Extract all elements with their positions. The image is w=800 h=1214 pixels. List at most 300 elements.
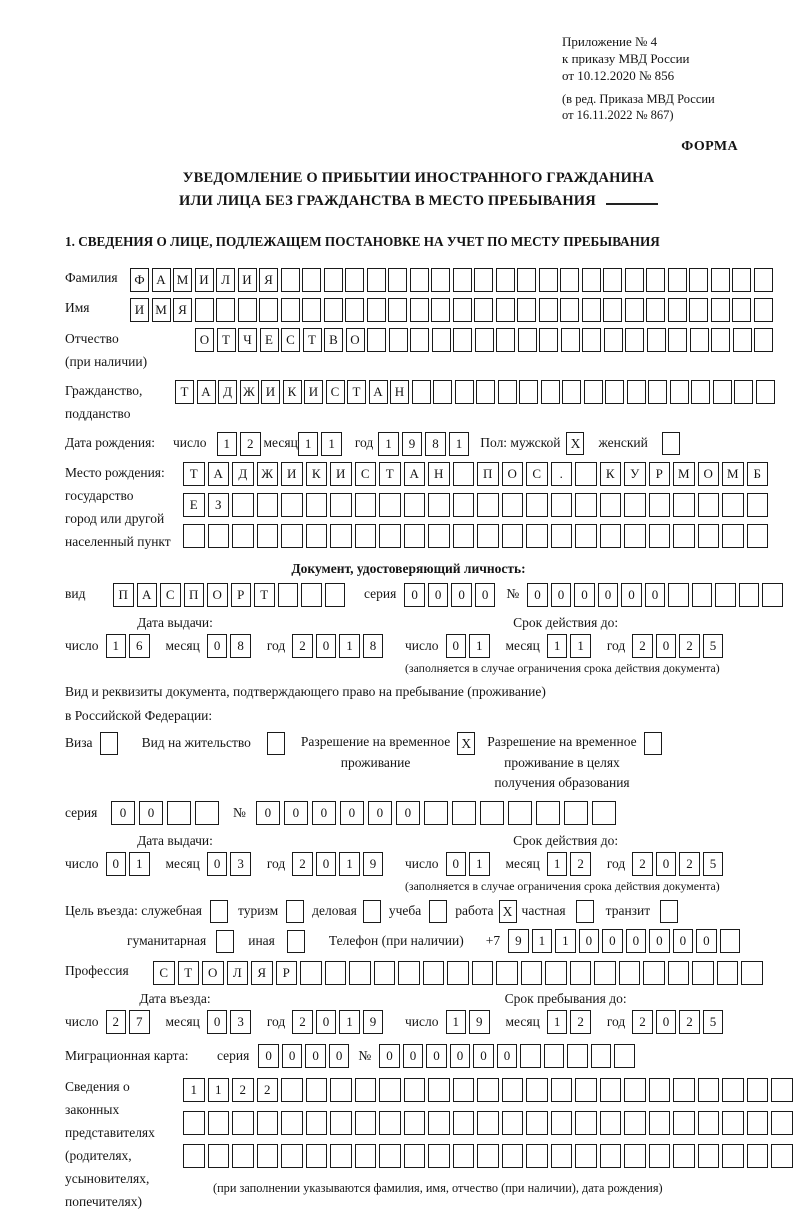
char-cell[interactable] xyxy=(496,961,518,985)
char-cell[interactable] xyxy=(739,583,760,607)
char-cell[interactable]: К xyxy=(600,462,622,486)
char-cell[interactable]: 0 xyxy=(329,1044,350,1068)
char-cell[interactable]: Л xyxy=(216,268,235,292)
char-cell[interactable] xyxy=(428,1111,450,1135)
char-cell[interactable] xyxy=(526,1111,548,1135)
char-cell[interactable] xyxy=(648,380,667,404)
char-cell[interactable] xyxy=(698,1144,720,1168)
female-checkbox[interactable] xyxy=(662,432,680,455)
char-cell[interactable] xyxy=(432,328,451,352)
char-cell[interactable] xyxy=(539,298,558,322)
char-cell[interactable]: 1 xyxy=(339,852,360,876)
char-cell[interactable] xyxy=(575,524,597,548)
char-cell[interactable] xyxy=(355,1111,377,1135)
char-cell[interactable] xyxy=(754,298,773,322)
char-cell[interactable] xyxy=(281,1078,303,1102)
char-cell[interactable] xyxy=(551,1078,573,1102)
char-cell[interactable]: 1 xyxy=(547,1010,568,1034)
char-cell[interactable]: 0 xyxy=(579,929,600,953)
char-cell[interactable]: И xyxy=(330,462,352,486)
purpose-official-checkbox[interactable] xyxy=(210,900,228,923)
purpose-other-checkbox[interactable] xyxy=(287,930,305,953)
char-cell[interactable]: 1 xyxy=(469,852,490,876)
char-cell[interactable] xyxy=(747,1111,769,1135)
char-cell[interactable] xyxy=(475,328,494,352)
char-cell[interactable]: 1 xyxy=(570,634,591,658)
char-cell[interactable]: 1 xyxy=(469,634,490,658)
char-cell[interactable]: 0 xyxy=(396,801,420,825)
char-cell[interactable] xyxy=(673,1144,695,1168)
char-cell[interactable] xyxy=(404,1111,426,1135)
char-cell[interactable] xyxy=(324,298,343,322)
char-cell[interactable]: 0 xyxy=(305,1044,326,1068)
char-cell[interactable] xyxy=(480,801,504,825)
char-cell[interactable]: 0 xyxy=(621,583,642,607)
char-cell[interactable] xyxy=(208,524,230,548)
char-cell[interactable] xyxy=(306,493,328,517)
char-cell[interactable]: 0 xyxy=(316,634,337,658)
char-cell[interactable] xyxy=(208,1144,230,1168)
char-cell[interactable] xyxy=(281,524,303,548)
char-cell[interactable] xyxy=(367,298,386,322)
char-cell[interactable] xyxy=(722,1144,744,1168)
char-cell[interactable] xyxy=(404,1078,426,1102)
char-cell[interactable]: Р xyxy=(649,462,671,486)
char-cell[interactable] xyxy=(412,380,431,404)
char-cell[interactable]: Р xyxy=(231,583,252,607)
char-cell[interactable]: 3 xyxy=(230,852,251,876)
char-cell[interactable] xyxy=(575,1144,597,1168)
char-cell[interactable]: Ф xyxy=(130,268,149,292)
char-cell[interactable] xyxy=(614,1044,635,1068)
char-cell[interactable] xyxy=(257,493,279,517)
temp-residence-checkbox[interactable]: X xyxy=(457,732,475,755)
char-cell[interactable] xyxy=(713,380,732,404)
char-cell[interactable] xyxy=(698,1078,720,1102)
char-cell[interactable] xyxy=(771,1144,793,1168)
char-cell[interactable] xyxy=(722,1111,744,1135)
char-cell[interactable]: Т xyxy=(303,328,322,352)
char-cell[interactable] xyxy=(551,493,573,517)
char-cell[interactable] xyxy=(325,961,347,985)
char-cell[interactable] xyxy=(281,493,303,517)
char-cell[interactable] xyxy=(711,328,730,352)
char-cell[interactable] xyxy=(673,524,695,548)
char-cell[interactable] xyxy=(698,1111,720,1135)
char-cell[interactable] xyxy=(518,328,537,352)
char-cell[interactable] xyxy=(747,493,769,517)
char-cell[interactable]: 9 xyxy=(363,1010,384,1034)
char-cell[interactable]: 0 xyxy=(426,1044,447,1068)
char-cell[interactable] xyxy=(520,1044,541,1068)
char-cell[interactable]: 0 xyxy=(696,929,717,953)
char-cell[interactable]: 0 xyxy=(446,634,467,658)
char-cell[interactable]: 0 xyxy=(497,1044,518,1068)
char-cell[interactable] xyxy=(257,1111,279,1135)
char-cell[interactable] xyxy=(673,493,695,517)
char-cell[interactable] xyxy=(379,1111,401,1135)
char-cell[interactable] xyxy=(691,380,710,404)
char-cell[interactable]: У xyxy=(624,462,646,486)
char-cell[interactable]: 0 xyxy=(446,852,467,876)
char-cell[interactable]: . xyxy=(551,462,573,486)
purpose-humanitarian-checkbox[interactable] xyxy=(216,930,234,953)
char-cell[interactable]: 0 xyxy=(450,1044,471,1068)
char-cell[interactable]: 9 xyxy=(508,929,529,953)
char-cell[interactable] xyxy=(232,524,254,548)
char-cell[interactable]: 2 xyxy=(570,852,591,876)
char-cell[interactable]: 2 xyxy=(632,852,653,876)
char-cell[interactable] xyxy=(673,1078,695,1102)
char-cell[interactable]: 0 xyxy=(258,1044,279,1068)
char-cell[interactable] xyxy=(517,268,536,292)
char-cell[interactable]: 0 xyxy=(284,801,308,825)
char-cell[interactable] xyxy=(502,524,524,548)
char-cell[interactable] xyxy=(502,1111,524,1135)
char-cell[interactable] xyxy=(521,961,543,985)
char-cell[interactable] xyxy=(643,961,665,985)
char-cell[interactable] xyxy=(330,1111,352,1135)
char-cell[interactable]: 7 xyxy=(129,1010,150,1034)
char-cell[interactable]: 1 xyxy=(106,634,127,658)
char-cell[interactable] xyxy=(453,298,472,322)
char-cell[interactable]: П xyxy=(113,583,134,607)
char-cell[interactable] xyxy=(428,524,450,548)
char-cell[interactable]: 1 xyxy=(378,432,399,456)
char-cell[interactable] xyxy=(428,1078,450,1102)
char-cell[interactable]: 1 xyxy=(339,634,360,658)
char-cell[interactable]: 3 xyxy=(230,1010,251,1034)
char-cell[interactable] xyxy=(715,583,736,607)
char-cell[interactable] xyxy=(646,298,665,322)
char-cell[interactable]: 0 xyxy=(527,583,548,607)
char-cell[interactable] xyxy=(771,1078,793,1102)
char-cell[interactable] xyxy=(238,298,257,322)
char-cell[interactable] xyxy=(603,268,622,292)
char-cell[interactable] xyxy=(428,1144,450,1168)
char-cell[interactable]: 0 xyxy=(111,801,135,825)
char-cell[interactable] xyxy=(698,524,720,548)
char-cell[interactable] xyxy=(477,493,499,517)
char-cell[interactable]: 1 xyxy=(449,432,470,456)
temp-residence-edu-checkbox[interactable] xyxy=(644,732,662,755)
char-cell[interactable] xyxy=(379,493,401,517)
char-cell[interactable] xyxy=(330,1144,352,1168)
char-cell[interactable] xyxy=(692,583,713,607)
char-cell[interactable] xyxy=(526,1144,548,1168)
char-cell[interactable] xyxy=(330,493,352,517)
char-cell[interactable]: С xyxy=(355,462,377,486)
char-cell[interactable] xyxy=(600,524,622,548)
char-cell[interactable]: 2 xyxy=(292,852,313,876)
char-cell[interactable]: 0 xyxy=(551,583,572,607)
char-cell[interactable]: 1 xyxy=(129,852,150,876)
char-cell[interactable]: 0 xyxy=(312,801,336,825)
char-cell[interactable]: А xyxy=(137,583,158,607)
char-cell[interactable] xyxy=(410,328,429,352)
char-cell[interactable] xyxy=(649,1144,671,1168)
char-cell[interactable] xyxy=(379,1078,401,1102)
char-cell[interactable]: 1 xyxy=(321,432,342,456)
char-cell[interactable] xyxy=(183,1111,205,1135)
char-cell[interactable] xyxy=(582,328,601,352)
char-cell[interactable] xyxy=(455,380,474,404)
char-cell[interactable]: 1 xyxy=(532,929,553,953)
char-cell[interactable]: 0 xyxy=(649,929,670,953)
char-cell[interactable] xyxy=(689,298,708,322)
char-cell[interactable] xyxy=(754,268,773,292)
char-cell[interactable] xyxy=(647,328,666,352)
char-cell[interactable] xyxy=(195,801,219,825)
char-cell[interactable] xyxy=(388,268,407,292)
char-cell[interactable]: 0 xyxy=(656,852,677,876)
char-cell[interactable] xyxy=(668,328,687,352)
char-cell[interactable]: 1 xyxy=(208,1078,230,1102)
char-cell[interactable] xyxy=(367,268,386,292)
char-cell[interactable] xyxy=(183,524,205,548)
purpose-private-checkbox[interactable] xyxy=(576,900,594,923)
char-cell[interactable] xyxy=(544,1044,565,1068)
char-cell[interactable]: Т xyxy=(379,462,401,486)
char-cell[interactable] xyxy=(649,524,671,548)
char-cell[interactable] xyxy=(720,929,741,953)
char-cell[interactable]: 0 xyxy=(451,583,472,607)
char-cell[interactable] xyxy=(355,493,377,517)
char-cell[interactable]: Л xyxy=(227,961,249,985)
char-cell[interactable]: Т xyxy=(254,583,275,607)
char-cell[interactable] xyxy=(564,801,588,825)
char-cell[interactable] xyxy=(498,380,517,404)
char-cell[interactable]: 1 xyxy=(555,929,576,953)
char-cell[interactable]: К xyxy=(283,380,302,404)
char-cell[interactable] xyxy=(624,1078,646,1102)
char-cell[interactable] xyxy=(379,1144,401,1168)
char-cell[interactable]: 0 xyxy=(207,634,228,658)
char-cell[interactable]: 9 xyxy=(363,852,384,876)
char-cell[interactable]: И xyxy=(304,380,323,404)
char-cell[interactable] xyxy=(519,380,538,404)
char-cell[interactable] xyxy=(424,801,448,825)
char-cell[interactable] xyxy=(747,1144,769,1168)
char-cell[interactable] xyxy=(551,524,573,548)
char-cell[interactable] xyxy=(232,1111,254,1135)
char-cell[interactable] xyxy=(476,380,495,404)
char-cell[interactable]: Ж xyxy=(257,462,279,486)
char-cell[interactable]: 0 xyxy=(403,1044,424,1068)
char-cell[interactable] xyxy=(624,493,646,517)
char-cell[interactable] xyxy=(302,298,321,322)
char-cell[interactable]: С xyxy=(326,380,345,404)
char-cell[interactable]: 5 xyxy=(703,852,724,876)
char-cell[interactable]: Н xyxy=(390,380,409,404)
char-cell[interactable] xyxy=(330,524,352,548)
char-cell[interactable]: Е xyxy=(260,328,279,352)
char-cell[interactable]: 2 xyxy=(679,1010,700,1034)
char-cell[interactable] xyxy=(526,493,548,517)
char-cell[interactable]: Я xyxy=(251,961,273,985)
char-cell[interactable] xyxy=(762,583,783,607)
char-cell[interactable] xyxy=(259,298,278,322)
char-cell[interactable]: 1 xyxy=(298,432,319,456)
char-cell[interactable] xyxy=(502,1144,524,1168)
char-cell[interactable] xyxy=(349,961,371,985)
char-cell[interactable] xyxy=(257,1144,279,1168)
char-cell[interactable] xyxy=(281,1111,303,1135)
char-cell[interactable] xyxy=(453,268,472,292)
char-cell[interactable] xyxy=(345,298,364,322)
char-cell[interactable] xyxy=(668,583,689,607)
char-cell[interactable] xyxy=(300,961,322,985)
char-cell[interactable]: 2 xyxy=(106,1010,127,1034)
char-cell[interactable] xyxy=(404,493,426,517)
char-cell[interactable] xyxy=(732,298,751,322)
char-cell[interactable] xyxy=(689,268,708,292)
char-cell[interactable]: 0 xyxy=(656,634,677,658)
char-cell[interactable] xyxy=(600,1111,622,1135)
char-cell[interactable] xyxy=(306,1078,328,1102)
residence-permit-checkbox[interactable] xyxy=(267,732,285,755)
char-cell[interactable]: 2 xyxy=(679,852,700,876)
char-cell[interactable] xyxy=(711,268,730,292)
char-cell[interactable]: И xyxy=(281,462,303,486)
char-cell[interactable] xyxy=(453,524,475,548)
char-cell[interactable]: М xyxy=(673,462,695,486)
char-cell[interactable] xyxy=(388,298,407,322)
char-cell[interactable] xyxy=(624,1111,646,1135)
char-cell[interactable]: П xyxy=(477,462,499,486)
char-cell[interactable] xyxy=(592,801,616,825)
char-cell[interactable] xyxy=(278,583,299,607)
char-cell[interactable] xyxy=(551,1144,573,1168)
char-cell[interactable]: 1 xyxy=(547,634,568,658)
char-cell[interactable] xyxy=(355,1144,377,1168)
char-cell[interactable]: Т xyxy=(347,380,366,404)
char-cell[interactable]: 0 xyxy=(475,583,496,607)
char-cell[interactable] xyxy=(747,1078,769,1102)
char-cell[interactable] xyxy=(302,268,321,292)
char-cell[interactable] xyxy=(625,298,644,322)
char-cell[interactable] xyxy=(668,298,687,322)
char-cell[interactable]: 0 xyxy=(656,1010,677,1034)
char-cell[interactable]: 1 xyxy=(446,1010,467,1034)
char-cell[interactable] xyxy=(404,1144,426,1168)
char-cell[interactable] xyxy=(453,1078,475,1102)
char-cell[interactable] xyxy=(732,268,751,292)
char-cell[interactable] xyxy=(410,298,429,322)
char-cell[interactable] xyxy=(575,462,597,486)
char-cell[interactable] xyxy=(756,380,775,404)
char-cell[interactable] xyxy=(741,961,763,985)
char-cell[interactable] xyxy=(649,1078,671,1102)
char-cell[interactable]: П xyxy=(184,583,205,607)
purpose-work-checkbox[interactable]: X xyxy=(499,900,517,923)
char-cell[interactable]: 0 xyxy=(368,801,392,825)
char-cell[interactable] xyxy=(452,801,476,825)
char-cell[interactable]: А xyxy=(197,380,216,404)
char-cell[interactable]: 2 xyxy=(292,634,313,658)
char-cell[interactable]: Р xyxy=(276,961,298,985)
char-cell[interactable] xyxy=(404,524,426,548)
char-cell[interactable] xyxy=(541,380,560,404)
char-cell[interactable]: 0 xyxy=(673,929,694,953)
char-cell[interactable] xyxy=(502,493,524,517)
char-cell[interactable]: 2 xyxy=(570,1010,591,1034)
char-cell[interactable]: З xyxy=(208,493,230,517)
char-cell[interactable] xyxy=(355,524,377,548)
char-cell[interactable]: 2 xyxy=(257,1078,279,1102)
char-cell[interactable]: 5 xyxy=(703,1010,724,1034)
char-cell[interactable] xyxy=(690,328,709,352)
char-cell[interactable] xyxy=(717,961,739,985)
char-cell[interactable]: Н xyxy=(428,462,450,486)
char-cell[interactable] xyxy=(423,961,445,985)
char-cell[interactable] xyxy=(692,961,714,985)
char-cell[interactable]: 2 xyxy=(232,1078,254,1102)
char-cell[interactable] xyxy=(771,1111,793,1135)
char-cell[interactable]: 0 xyxy=(645,583,666,607)
char-cell[interactable]: О xyxy=(346,328,365,352)
char-cell[interactable] xyxy=(167,801,191,825)
char-cell[interactable] xyxy=(453,493,475,517)
char-cell[interactable] xyxy=(517,298,536,322)
char-cell[interactable]: Т xyxy=(217,328,236,352)
char-cell[interactable]: Д xyxy=(218,380,237,404)
purpose-study-checkbox[interactable] xyxy=(429,900,447,923)
char-cell[interactable]: 0 xyxy=(139,801,163,825)
male-checkbox[interactable]: X xyxy=(566,432,584,455)
char-cell[interactable] xyxy=(281,268,300,292)
char-cell[interactable] xyxy=(551,1111,573,1135)
visa-checkbox[interactable] xyxy=(100,732,118,755)
char-cell[interactable] xyxy=(324,268,343,292)
char-cell[interactable] xyxy=(232,493,254,517)
char-cell[interactable]: 0 xyxy=(207,852,228,876)
char-cell[interactable] xyxy=(734,380,753,404)
char-cell[interactable]: 2 xyxy=(679,634,700,658)
char-cell[interactable]: 1 xyxy=(183,1078,205,1102)
char-cell[interactable] xyxy=(398,961,420,985)
char-cell[interactable] xyxy=(567,1044,588,1068)
char-cell[interactable] xyxy=(453,462,475,486)
char-cell[interactable]: Д xyxy=(232,462,254,486)
char-cell[interactable]: 8 xyxy=(363,634,384,658)
char-cell[interactable] xyxy=(257,524,279,548)
char-cell[interactable]: И xyxy=(261,380,280,404)
char-cell[interactable]: 0 xyxy=(379,1044,400,1068)
char-cell[interactable] xyxy=(625,328,644,352)
char-cell[interactable] xyxy=(591,1044,612,1068)
char-cell[interactable] xyxy=(575,493,597,517)
char-cell[interactable]: 9 xyxy=(469,1010,490,1034)
char-cell[interactable]: Ч xyxy=(238,328,257,352)
char-cell[interactable] xyxy=(670,380,689,404)
char-cell[interactable] xyxy=(625,268,644,292)
char-cell[interactable] xyxy=(453,1144,475,1168)
char-cell[interactable] xyxy=(711,298,730,322)
char-cell[interactable] xyxy=(472,961,494,985)
char-cell[interactable] xyxy=(698,493,720,517)
char-cell[interactable] xyxy=(624,524,646,548)
char-cell[interactable] xyxy=(722,1078,744,1102)
char-cell[interactable] xyxy=(722,524,744,548)
char-cell[interactable]: Я xyxy=(259,268,278,292)
char-cell[interactable] xyxy=(545,961,567,985)
char-cell[interactable] xyxy=(232,1144,254,1168)
char-cell[interactable]: 0 xyxy=(598,583,619,607)
char-cell[interactable]: 1 xyxy=(547,852,568,876)
char-cell[interactable] xyxy=(306,1111,328,1135)
char-cell[interactable] xyxy=(649,493,671,517)
